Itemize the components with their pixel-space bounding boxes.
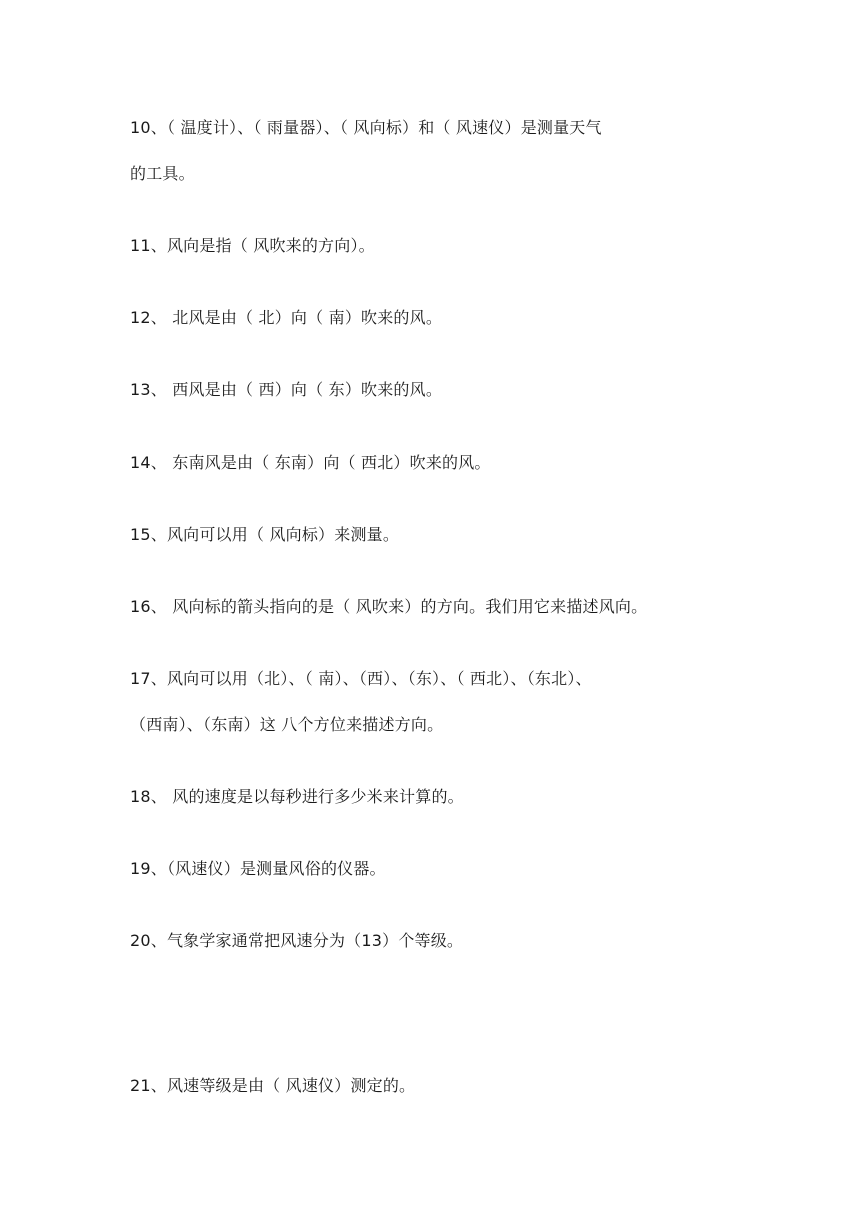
item-12: 12、 北风是由（ 北）向（ 南）吹来的风。 [130, 308, 443, 327]
item-17-line-2: （西南）、（东南）这 八个方位来描述方向。 [130, 715, 444, 734]
item-10-line-2: 的工具。 [130, 164, 195, 183]
item-13: 13、 西风是由（ 西）向（ 东）吹来的风。 [130, 380, 443, 399]
item-14: 14、 东南风是由（ 东南）向（ 西北）吹来的风。 [130, 453, 491, 472]
item-21: 21、风速等级是由（ 风速仪）测定的。 [130, 1076, 416, 1095]
item-17-line-1: 17、风向可以用（北）、（ 南）、（西）、（东）、（ 西北）、（东北）、 [130, 669, 592, 688]
item-20: 20、气象学家通常把风速分为（13）个等级。 [130, 931, 464, 950]
item-19: 19、（风速仪）是测量风俗的仪器。 [130, 859, 386, 878]
item-10-line-1: 10、（ 温度计）、（ 雨量器）、（ 风向标）和（ 风速仪）是测量天气 [130, 118, 602, 137]
item-15: 15、风向可以用（ 风向标）来测量。 [130, 525, 400, 544]
item-11: 11、风向是指（ 风吹来的方向）。 [130, 236, 375, 255]
item-16: 16、 风向标的箭头指向的是（ 风吹来）的方向。我们用它来描述风向。 [130, 597, 648, 616]
item-18: 18、 风的速度是以每秒进行多少米来计算的。 [130, 787, 464, 806]
